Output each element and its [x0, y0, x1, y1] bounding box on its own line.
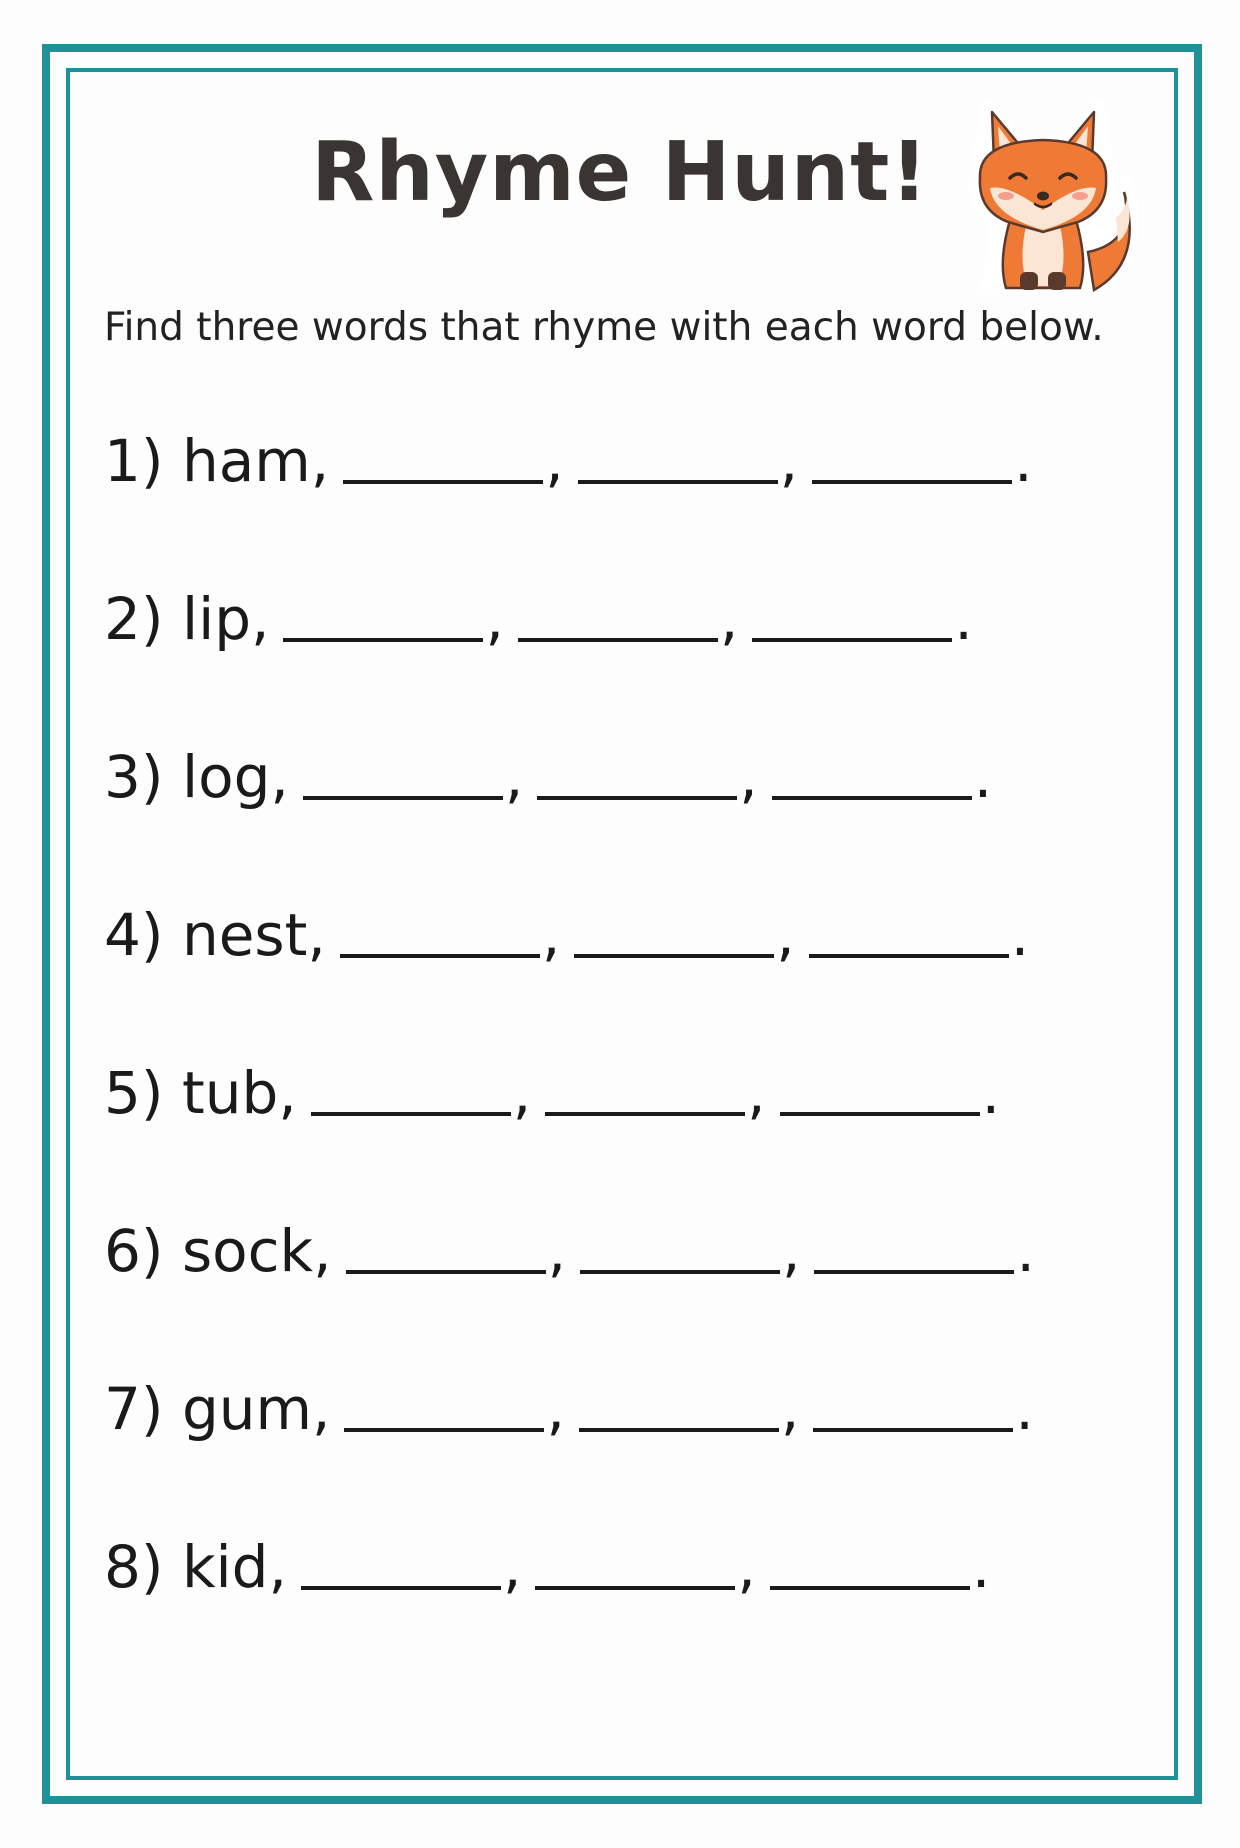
- answer-blank-2[interactable]: [579, 1380, 779, 1432]
- comma: ,: [782, 1217, 801, 1285]
- fox-sticker-icon: [948, 92, 1138, 302]
- item-word: kid,: [181, 1533, 287, 1601]
- answer-blank-2[interactable]: [574, 906, 774, 958]
- item-number: 7): [104, 1375, 164, 1443]
- item-number: 2): [104, 585, 164, 653]
- answer-blank-2[interactable]: [580, 1222, 780, 1274]
- item-number: 4): [104, 901, 164, 969]
- comma: ,: [719, 585, 739, 653]
- worksheet-title: Rhyme Hunt!: [311, 125, 929, 220]
- answer-blank-1[interactable]: [346, 1222, 546, 1274]
- rhyme-item-7: [104, 1375, 1144, 1538]
- comma: ,: [739, 743, 758, 811]
- instructions-text: Find three words that rhyme with each word below.: [104, 305, 1104, 350]
- item-word: ham,: [181, 427, 330, 495]
- item-number: 5): [104, 1059, 164, 1127]
- rhyme-item-4: [104, 901, 1144, 1064]
- rhyme-item-2: [104, 585, 1144, 748]
- answer-blank-3[interactable]: [752, 590, 952, 642]
- answer-blank-1[interactable]: [344, 1380, 544, 1432]
- item-number: 3): [104, 743, 164, 811]
- answer-blank-3[interactable]: [809, 906, 1009, 958]
- answer-blank-3[interactable]: [770, 1538, 970, 1590]
- rhyme-item-1: [104, 427, 1144, 590]
- rhyme-items-list: [104, 427, 1144, 1696]
- item-word: tub,: [181, 1059, 297, 1127]
- comma: ,: [747, 1059, 766, 1127]
- period: .: [1010, 901, 1030, 969]
- comma: ,: [780, 1375, 800, 1443]
- item-word: gum,: [181, 1375, 331, 1443]
- item-number: 8): [104, 1533, 164, 1601]
- comma: ,: [485, 585, 504, 653]
- answer-blank-1[interactable]: [340, 906, 540, 958]
- rhyme-item-5: [104, 1059, 1144, 1222]
- answer-blank-2[interactable]: [518, 590, 718, 642]
- answer-blank-1[interactable]: [343, 432, 543, 484]
- comma: ,: [776, 901, 795, 969]
- answer-blank-2[interactable]: [545, 1064, 745, 1116]
- answer-blank-2[interactable]: [537, 748, 737, 800]
- period: .: [954, 585, 973, 653]
- comma: ,: [502, 1533, 522, 1601]
- answer-blank-1[interactable]: [283, 590, 483, 642]
- answer-blank-3[interactable]: [780, 1064, 980, 1116]
- answer-blank-3[interactable]: [772, 748, 972, 800]
- answer-blank-1[interactable]: [301, 1538, 501, 1590]
- comma: ,: [512, 1059, 532, 1127]
- rhyme-item-8: [104, 1533, 1144, 1696]
- item-word: lip,: [181, 585, 270, 653]
- rhyme-item-3: [104, 743, 1144, 906]
- comma: ,: [541, 901, 561, 969]
- period: .: [1015, 1375, 1034, 1443]
- item-number: 6): [104, 1217, 164, 1285]
- period: .: [1016, 1217, 1035, 1285]
- period: .: [1014, 427, 1033, 495]
- answer-blank-3[interactable]: [812, 432, 1012, 484]
- comma: ,: [737, 1533, 756, 1601]
- item-word: log,: [181, 743, 289, 811]
- period: .: [981, 1059, 1001, 1127]
- comma: ,: [547, 1217, 567, 1285]
- answer-blank-1[interactable]: [303, 748, 503, 800]
- comma: ,: [546, 1375, 565, 1443]
- answer-blank-3[interactable]: [813, 1380, 1013, 1432]
- item-word: sock,: [181, 1217, 332, 1285]
- answer-blank-2[interactable]: [535, 1538, 735, 1590]
- answer-blank-3[interactable]: [814, 1222, 1014, 1274]
- answer-blank-1[interactable]: [311, 1064, 511, 1116]
- item-word: nest,: [181, 901, 326, 969]
- comma: ,: [779, 427, 799, 495]
- item-number: 1): [104, 427, 164, 495]
- answer-blank-2[interactable]: [578, 432, 778, 484]
- rhyme-item-6: [104, 1217, 1144, 1380]
- comma: ,: [545, 427, 564, 495]
- comma: ,: [504, 743, 524, 811]
- period: .: [973, 743, 993, 811]
- period: .: [971, 1533, 991, 1601]
